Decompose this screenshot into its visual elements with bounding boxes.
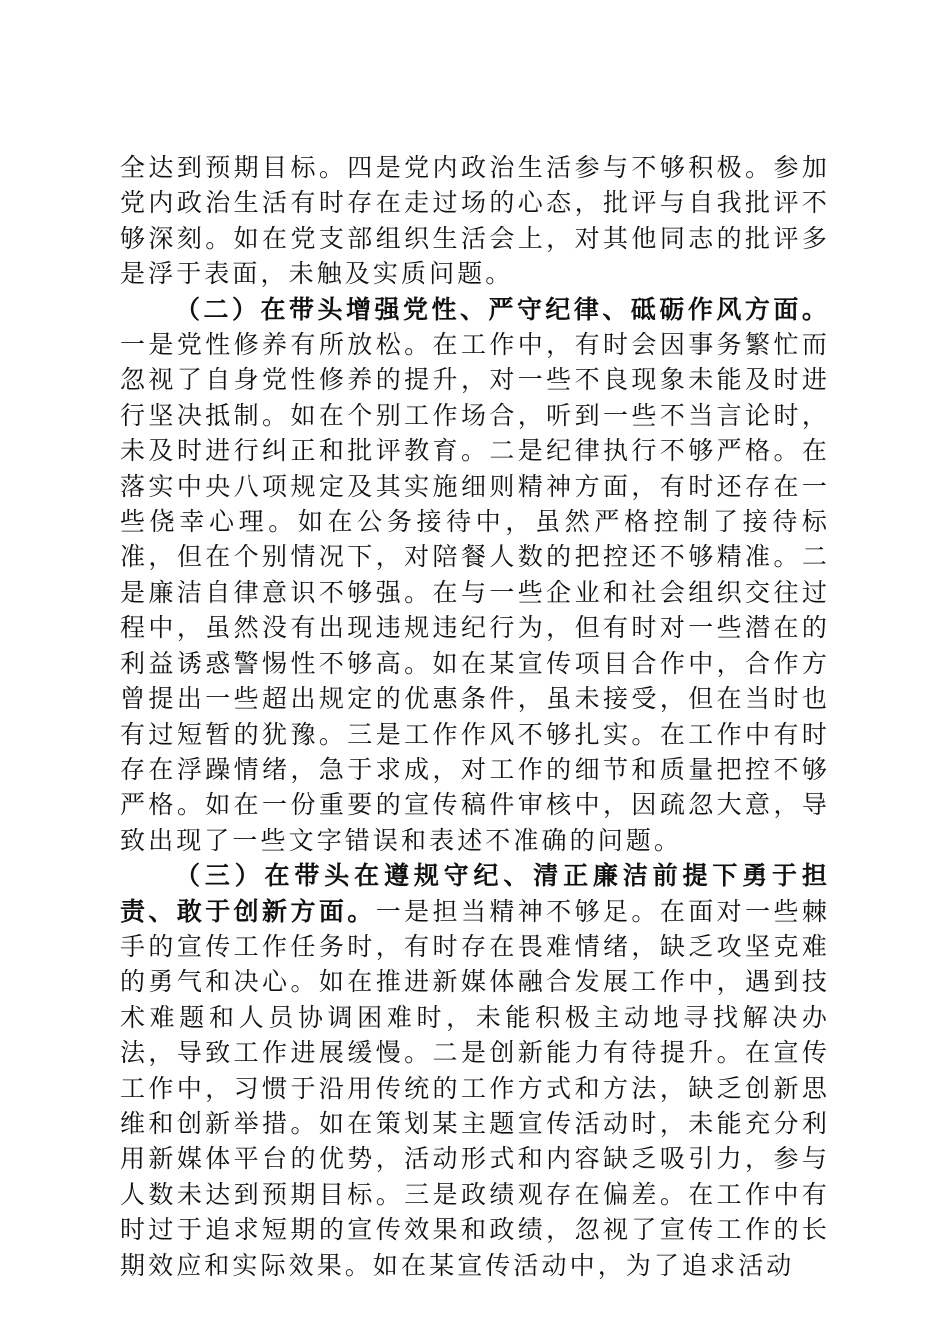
paragraph-continuation bbox=[120, 150, 830, 292]
section-heading: （二）在带头增强党性、严守纪律、砥砺作风方面。 bbox=[175, 294, 830, 324]
paragraph-body: 一是担当精神不够足。在面对一些棘手的宣传工作任务时，有时存在畏难情绪，缺乏攻坚克难的勇气和决心。如在推进新媒体融合发展工作中，遇到技术难题和人员协调困难时，未能积极主动地寻找解决办法，导致工作进展缓慢。二是创新能力有待提升。在宣传工作中，习惯于沿用传统的工作方式和方法，缺乏创新思维和创新举措。如在策划某主题宣传活动时，未能充分利用新媒体平台的优势，活动形式和内容缺乏吸引力，参与人数未达到预期目标。三是政绩观存在偏差。在工作中有时过于追求短期的宣传效果和政绩，忽视了宣传工作的长期效应和实际效果。如在某宣传活动中，为了追求活动 bbox=[120, 896, 830, 1280]
paragraph-section-three bbox=[120, 858, 830, 1283]
document-page bbox=[120, 150, 830, 1283]
paragraph-section-two bbox=[120, 292, 830, 859]
paragraph-body: 一是党性修养有所放松。在工作中，有时会因事务繁忙而忽视了自身党性修养的提升，对一些不良现象未能及时进行坚决抵制。如在个别工作场合，听到一些不当言论时，未及时进行纠正和批评教育。二是纪律执行不够严格。在落实中央八项规定及其实施细则精神方面，有时还存在一些侥幸心理。如在公务接待中，虽然严格控制了接待标准，但在个别情况下，对陪餐人数的把控还不够精准。二是廉洁自律意识不够强。在与一些企业和社会组织交往过程中，虽然没有出现违规违纪行为，但有时对一些潜在的利益诱惑警惕性不够高。如在某宣传项目合作中，合作方曾提出一些超出规定的优惠条件，虽未接受，但在当时也有过短暂的犹豫。三是工作作风不够扎实。在工作中有时存在浮躁情绪，急于求成，对工作的细节和质量把控不够严格。如在一份重要的宣传稿件审核中，因疏忽大意，导致出现了一些文字错误和表述不准确的问题。 bbox=[120, 330, 830, 855]
section-heading: （三）在带头在遵规守纪、清正廉洁前提下勇于担责、敢于创新方面。 bbox=[120, 861, 830, 926]
paragraph-body: 全达到预期目标。四是党内政治生活参与不够积极。参加党内政治生活有时存在走过场的心态，批评与自我批评不够深刻。如在党支部组织生活会上，对其他同志的批评多是浮于表面，未触及实质问题。 bbox=[120, 153, 830, 289]
